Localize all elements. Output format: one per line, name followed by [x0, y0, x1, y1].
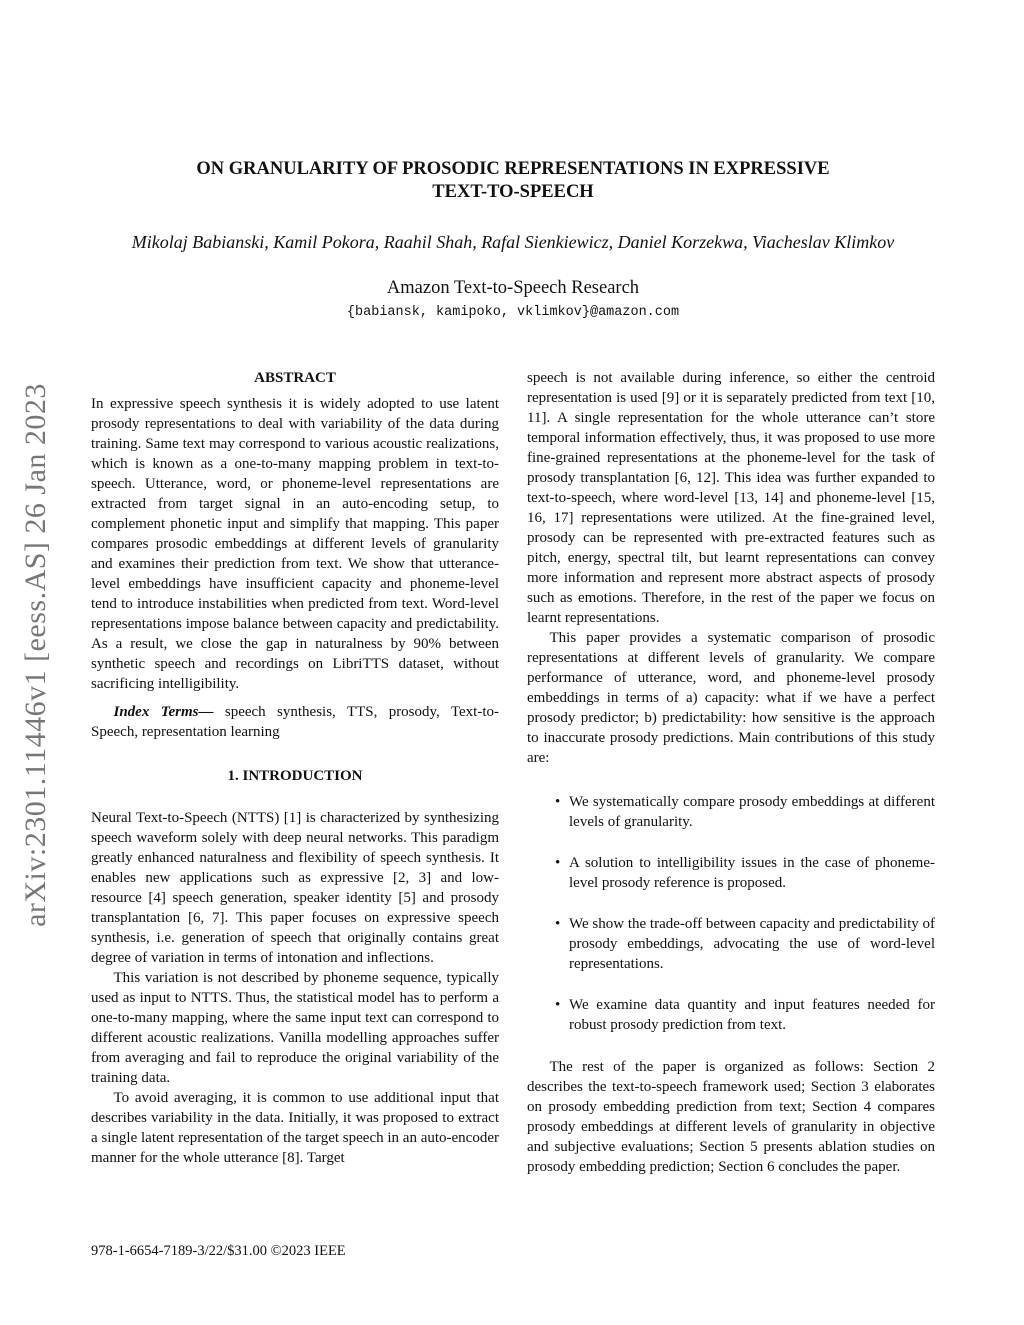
intro-paragraph: speech is not available during inference, so either the centroid representation is used [9] or it is separately predicted from text [10, 11]. A single representation for the whole utterance can’t store temporal information effectively, thus, it was proposed to use more fine-grained representations at the phoneme-level for the task of prosody transplantation [6, 12]. This idea was further expanded to text-to-speech, where word-level [13, 14] and phoneme-level [15, 16, 17] representations were utilized. At the fine-grained level, prosody can be represented with pre-extracted features such as pitch, energy, spectral tilt, but learnt representations can convey more information and represent more abstract aspects of prosody such as emotions. Therefore, in the rest of the paper we focus on learnt representations. [527, 370, 935, 626]
index-terms-label: Index Terms— [113, 704, 214, 720]
intro-paragraph: This variation is not described by phoneme sequence, typically used as input to NTTS. Thus, the statistical model has to perform a one-to-many mapping, where the same input text can correspond to different acoustic realizations. Vanilla modelling approaches suffer from averaging and fail to reproduce the original variability of the training data. [91, 970, 499, 1086]
intro-paragraph: Neural Text-to-Speech (NTTS) [1] is characterized by synthesizing speech waveform solely with deep neural networks. This paradigm greatly enhanced naturalness and flexibility of speech synthesis. It enables new applications such as expressive [2, 3] and low-resource [4] speech generation, speaker identity [5] and prosody transplantation [6, 7]. This paper focuses on expressive speech synthesis, i.e. generation of speech that originally contains great degree of variation in terms of intonation and inflections. [91, 810, 499, 966]
list-item: • A solution to intelligibility issues in the case of phoneme-level prosody reference is proposed. [527, 853, 935, 893]
right-column [527, 368, 935, 1177]
abstract-heading: ABSTRACT [254, 370, 336, 386]
title-line-1: ON GRANULARITY OF PROSODIC REPRESENTATIONS IN EXPRESSIVE [196, 159, 830, 179]
introduction-heading: 1. INTRODUCTION [227, 768, 363, 784]
intro-paragraph: To avoid averaging, it is common to use additional input that describes variability in the data. Initially, it was proposed to extract a single latent representation of the target speech in an auto-encoder manner for the whole utterance [8]. Target [91, 1090, 499, 1166]
index-terms [91, 702, 499, 742]
author-emails: {babiansk, kamipoko, vklimkov}@amazon.com [346, 305, 680, 320]
arxiv-identifier: arXiv:2301.11446v1 [eess.AS] 26 Jan 2023 [19, 383, 52, 927]
title-line-2: TEXT-TO-SPEECH [432, 182, 594, 202]
paper-title [90, 158, 936, 204]
index-terms-text: speech synthesis, TTS, prosody, Text-to-Speech, representation learning [91, 704, 499, 740]
paper-organization-paragraph: The rest of the paper is organized as follows: Section 2 describes the text-to-speech framework used; Section 3 elaborates on prosody embedding prediction from text; Section 4 compares prosody embeddings at different levels of granularity in objective and subjective evaluations; Section 5 presents ablation studies on prosody embedding prediction; Section 6 concludes the paper. [527, 1059, 935, 1175]
left-column [91, 368, 499, 1168]
list-item: • We systematically compare prosody embeddings at different levels of granularity. [527, 792, 935, 832]
affiliation: Amazon Text-to-Speech Research [386, 278, 640, 298]
intro-paragraph: This paper provides a systematic comparison of prosodic representations at different levels of granularity. We compare performance of utterance, word, and phoneme-level prosody embeddings in terms of a) capacity: what if we have a perfect prosody predictor; b) predictability: how sensitive is the approach to inaccurate prosody predictions. Main contributions of this study are: [527, 630, 935, 766]
list-item: • We show the trade-off between capacity and predictability of prosody embeddings, advocating the use of word-level representations. [527, 914, 935, 974]
author-list: Mikolaj Babianski, Kamil Pokora, Raahil Shah, Rafal Sienkiewicz, Daniel Korzekwa, Viacheslav Klimkov [131, 232, 895, 252]
abstract-text: In expressive speech synthesis it is widely adopted to use latent prosody representations to deal with variability of the data during training. Same text may correspond to various acoustic realizations, which is known as a one-to-many mapping problem in text-to-speech. Utterance, word, or phoneme-level representations are extracted from target signal in an auto-encoding setup, to complement phonetic input and simplify that mapping. This paper compares prosodic embeddings at different levels of granularity and examines their prediction from text. We show that utterance-level embeddings have insufficient capacity and phoneme-level tend to introduce instabilities when predicted from text. Word-level representations impose balance between capacity and predictability. As a result, we close the gap in naturalness by 90% between synthetic speech and recordings on LibriTTS dataset, without sacrificing intelligibility. [91, 396, 499, 692]
list-item: • We examine data quantity and input features needed for robust prosody prediction from text. [527, 995, 935, 1035]
copyright-footer: 978-1-6654-7189-3/22/$31.00 ©2023 IEEE [91, 1243, 346, 1259]
contributions-list [527, 792, 935, 1035]
arxiv-sidebar-stamp [12, 350, 60, 960]
